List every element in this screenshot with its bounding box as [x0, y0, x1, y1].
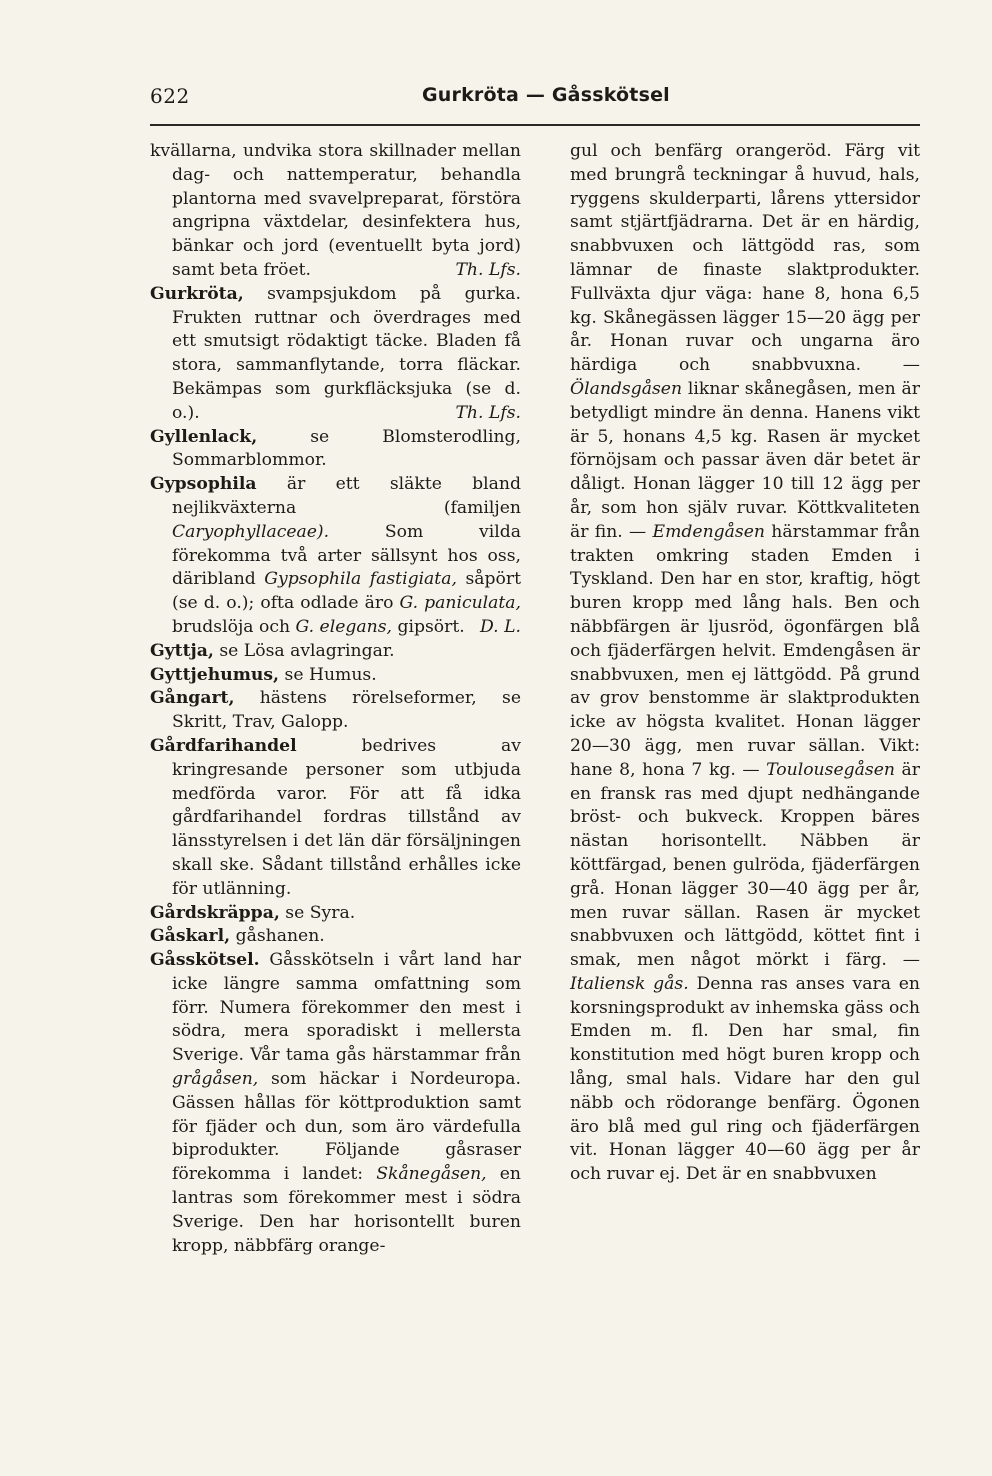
page-header — [150, 84, 920, 114]
entry-gaskarl: Gåskarl, gåshanen. — [150, 926, 325, 947]
headword: Gurkröta, — [150, 283, 244, 304]
entry-gangart: Gångart, hästens rörelseformer, se Skritt, Trav, Galopp. — [150, 688, 521, 733]
signature: Th. Lfs. — [455, 402, 521, 423]
headword: Gårdfarihandel — [150, 735, 297, 756]
headword: Gyllenlack, — [150, 426, 258, 447]
entry-gasskotsel: Gåsskötsel. Gåsskötseln i vårt land har icke längre samma omfattning som förr. Numera förekommer den mest i södra, mera sporadiskt i mellersta Sverige. Vår tama gås härstammar från grågåsen, som häckar i Nordeuropa. Gässen hållas för köttproduktion samt för fjäder och dun, som äro värdefulla biprodukter. Följande gåsraser förekomma i landet: Skånegåsen, en lantras som förekommer mest i södra Sverige. Den har horisontellt buren kropp, näbbfärg orange- — [150, 950, 521, 1256]
entry-gypsophila: Gypsophila är ett släkte bland nejlikväxterna (familjen Caryophyllaceae). Som vilda förekomma två arter sällsynt hos oss, däribland Gypsophila fastigiata, såpört (se d. o.); ofta odlade äro G. paniculata, brudslöja och G. elegans, gipsört. D. L. — [150, 473, 521, 640]
signature: Th. Lfs. — [455, 259, 521, 280]
entry-gardskrappa: Gårdskräppa, se Syra. — [150, 902, 356, 923]
running-head: Gurkröta — Gåsskötsel — [422, 84, 670, 106]
right-column — [570, 140, 920, 1187]
headword: Gångart, — [150, 688, 235, 709]
entry-gurkrota: Gurkröta, svampsjukdom på gurka. Frukten ruttnar och överdrages med ett smutsigt rödaktigt täcke. Bladen få stora, sammanflytande, torra fläckar. Bekämpas som gurkfläcksjuka (se d. o.). Th. Lfs. — [150, 283, 521, 426]
entry-gardfarihandel: Gårdfarihandel bedrives av kringresande personer som utbjuda medförda varor. För att få idka gårdfarihandel fordras tillstånd av länsstyrelsen i det län där försäljningen skall ske. Sådant tillstånd erhålles icke för utlänning. — [150, 735, 521, 899]
headword: Gårdskräppa, — [150, 902, 280, 923]
header-rule — [150, 124, 920, 126]
headword: Gåsskötsel. — [150, 950, 260, 971]
entry-gasskotsel-continued: gul och benfärg orangeröd. Färg vit med brungrå teckningar å huvud, hals, ryggens skulderparti, lårens yttersidor samt stjärtfjädrarna. Det är en härdig, snabbvuxen och lättgödd ras, som lämnar de finaste slaktprodukter. Fullväxta djur väga: hane 8, hona 6,5 kg. Skånegässen lägger 15—20 ägg per år. Honan ruvar och ungarna äro härdiga och snabbvuxna. — Ölandsgåsen liknar skånegåsen, men är betydligt mindre än denna. Hanens vikt är 5, honans 4,5 kg. Rasen är mycket förnöjsam och passar även där betet är dåligt. Honan lägger 10 till 12 ägg per år, som hon själv ruvar. Köttkvaliteten är fin. — Emdengåsen härstammar från trakten omkring staden Emden i Tyskland. Den har en stor, kraftig, högt buren kropp med lång hals. Ben och näbbfärgen är ljusröd, ögonfärgen blå och fjäderfärgen helvit. Emdengåsen är snabbvuxen, men ej lättgödd. På grund av grov benstomme är slaktprodukten icke av högsta kvalitet. Honan lägger 20—30 ägg, men ruvar sällan. Vikt: hane 8, hona 7 kg. — Toulousegåsen är en fransk ras med djupt nedhängande bröst- och bukveck. Kroppen bäres nästan horisontellt. Näbben är köttfärgad, benen gulröda, fjäderfärgen grå. Honan lägger 30—40 ägg per år, men ruvar sällan. Rasen är mycket snabbvuxen och lättgödd, köttet fint i smak, men något mörkt i färg. — Italiensk gås. Denna ras anses vara en korsningsprodukt av inhemska gäss och Emden m. fl. Den har smal, fin konstitution med högt buren kropp och lång, smal hals. Vidare har den gul näbb och rödorange benfärg. Ögonen äro blå med gul ring och fjäderfärgen vit. Honan lägger 40—60 ägg per år och ruvar ej. Det är en snabbvuxen — [570, 141, 921, 1185]
entry-gyttja: Gyttja, se Lösa avlagringar. — [150, 640, 395, 661]
headword: Gyttja, — [150, 640, 214, 661]
headword: Gyttjehumus, — [150, 664, 280, 685]
left-column — [150, 140, 521, 1258]
headword: Gypsophila — [150, 474, 257, 495]
entry-continuation: kvällarna, undvika stora skillnader mellan dag- och nattemperatur, behandla plantorna med svavelpreparat, förstöra angripna växtdelar, desinfektera hus, bänkar och jord (eventuellt byta jord) samt beta fröet. Th. Lfs. — [150, 140, 521, 283]
headword: Gåskarl, — [150, 926, 231, 947]
entry-gyttjehumus: Gyttjehumus, se Humus. — [150, 664, 377, 685]
entry-gyllenlack: Gyllenlack, se Blomsterodling, Sommarblommor. — [150, 426, 521, 471]
page-number: 622 — [150, 84, 190, 108]
signature: D. L. — [480, 616, 521, 637]
